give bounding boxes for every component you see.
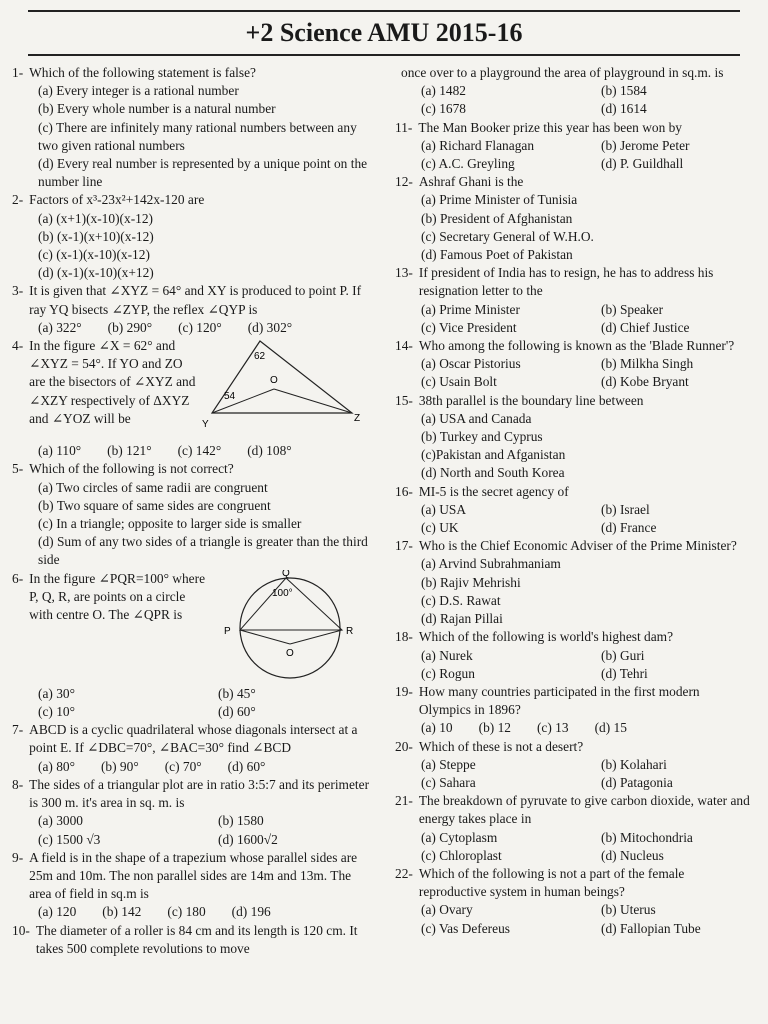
options-row [12, 319, 372, 337]
vertex-z-label: Z [354, 413, 361, 425]
option: (a) Oscar Pistorius [421, 356, 521, 372]
question-number: 4- [12, 338, 24, 354]
option: (d) (x-1)(x-10)(x+12) [38, 265, 154, 281]
options-grid [12, 812, 372, 848]
options-grid [395, 901, 750, 937]
question-block [395, 264, 750, 337]
question-text: In the figure ∠X = 62° and ∠XYZ = 54°. If YO and ZO are the bisectors of ∠XYZ and ∠XZY respectively of ΔXYZ and ∠YOZ will be [29, 338, 196, 426]
option: (c) 70° [164, 758, 202, 774]
option: (a) USA and Canada [421, 410, 532, 426]
question-number: 10- [12, 922, 30, 938]
question-number: 19- [395, 683, 413, 699]
question-stem [395, 792, 750, 828]
question-text: Which of the following statement is false? [29, 65, 256, 80]
option: (b) Kolahari [601, 756, 667, 772]
option: (d) 15 [594, 720, 627, 736]
option: (d) Kobe Bryant [601, 374, 689, 390]
left-column [12, 64, 372, 958]
figure [212, 570, 362, 685]
option: (a) Two circles of same radii are congruent [38, 479, 268, 495]
option: (b) 290° [107, 319, 153, 335]
options-grid [395, 756, 750, 792]
question-number: 6- [12, 570, 24, 586]
figure [202, 337, 362, 442]
option: (a) Cytoplasm [421, 829, 498, 845]
question-block [395, 537, 750, 628]
option: (b) Turkey and Cyprus [421, 429, 543, 445]
option: (a) Richard Flanagan [421, 137, 535, 153]
option: (a) Arvind Subrahmaniam [421, 556, 561, 572]
option: (b) Two square of same sides are congruent [38, 497, 271, 513]
option: (c) A.C. Greyling [421, 156, 515, 172]
question-stem [395, 483, 750, 501]
page-title: +2 Science AMU 2015-16 [245, 18, 523, 47]
question-block [395, 738, 750, 793]
options-grid [395, 137, 750, 173]
question-number: 16- [395, 483, 413, 499]
question-text: If president of India has to resign, he has to address his resignation letter to the [418, 265, 714, 299]
point-p-label: P [224, 625, 231, 637]
question-number: 9- [12, 849, 24, 865]
question-text: The diameter of a roller is 84 cm and its length is 120 cm. It takes 500 complete revolutions to move [35, 922, 358, 956]
option: (c) 13 [536, 720, 569, 736]
options-row [12, 758, 372, 776]
question-block [395, 64, 750, 119]
options-grid [12, 685, 372, 721]
question-text: Factors of x³-23x²+142x-120 are [29, 192, 205, 208]
question-stem [395, 264, 750, 300]
option: (d) Every real number is represented by a unique point on the number line [38, 156, 368, 190]
option: (c) Sahara [421, 774, 476, 790]
option: (b) 1584 [601, 83, 647, 99]
option: (c) Vice President [421, 319, 517, 335]
option: (b) Jerome Peter [601, 137, 690, 153]
option: (c) UK [421, 520, 459, 536]
question-number: 15- [395, 392, 413, 408]
question-text: It is given that ∠XYZ = 64° and XY is produced to point P. If ray YQ bisects ∠ZYP, the reflex ∠QYP is [29, 283, 362, 317]
question-block [395, 337, 750, 392]
point-q-label: Q [282, 569, 290, 579]
question-text: A field is in the shape of a trapezium whose parallel sides are 25m and 10m. The non parallel sides are 14m and 13m. The area of field in sq.m is [29, 849, 358, 902]
option: (a) Every integer is a rational number [38, 83, 239, 99]
option: (b) 45° [218, 685, 256, 701]
question-stem [395, 119, 750, 137]
question-number: 2- [12, 192, 24, 208]
circle-figure [212, 570, 362, 680]
option: (a) 322° [38, 319, 82, 335]
option: (d) Chief Justice [601, 319, 690, 335]
option: (d) North and South Korea [421, 465, 565, 481]
question-text: 38th parallel is the boundary line between [418, 392, 644, 408]
option: (d) 1600√2 [218, 831, 278, 847]
question-number: 11- [395, 119, 413, 135]
option: (d) P. Guildhall [601, 156, 684, 172]
question-text: Which of the following is not correct? [29, 461, 234, 477]
option: (c) (x-1)(x-10)(x-12) [38, 247, 150, 263]
question-text: How many countries participated in the first modern Olympics in 1896? [418, 683, 700, 718]
option: (c) 1678 [421, 101, 466, 117]
option: (b) (x-1)(x+10)(x-12) [38, 228, 154, 244]
option: (d) Sum of any two sides of a triangle is greater than the third side [38, 534, 368, 568]
question-block [12, 776, 372, 849]
question-text: Which of the following is not a part of the female reproductive system in human beings? [418, 865, 685, 900]
question-number: 5- [12, 461, 24, 477]
option: (b) 142 [102, 904, 142, 920]
option: (c) 180 [167, 904, 206, 920]
question-block [12, 721, 372, 776]
question-number: 21- [395, 793, 413, 809]
question-block [12, 849, 372, 922]
question-number: 3- [12, 283, 24, 299]
option: (c) D.S. Rawat [421, 592, 501, 608]
option: (a) Nurek [421, 647, 473, 663]
option: (b) Milkha Singh [601, 356, 694, 372]
option: (b) President of Afghanistan [421, 210, 573, 226]
option: (b) Speaker [601, 301, 664, 317]
question-block [12, 337, 372, 460]
top-rule [28, 10, 740, 12]
question-block [12, 64, 372, 191]
question-block [12, 922, 372, 958]
question-number: 1- [12, 65, 24, 80]
question-text: The breakdown of pyruvate to give carbon dioxide, water and energy takes place in [418, 793, 750, 827]
point-o-label: O [270, 375, 278, 387]
option: (d) 108° [247, 443, 292, 459]
option: (c) 142° [177, 443, 222, 459]
question-block [395, 792, 750, 865]
options-row [395, 719, 750, 737]
option: (a) 80° [38, 758, 75, 774]
vertex-y-label: Y [202, 419, 209, 431]
question-number: 13- [395, 265, 413, 281]
angle-54-label: 54 [224, 391, 236, 403]
question-stem [395, 337, 750, 355]
right-column [395, 64, 750, 938]
vertex-x-label [254, 337, 261, 340]
question-stem [12, 922, 372, 958]
question-block [395, 119, 750, 174]
question-text: Which of these is not a desert? [418, 738, 584, 754]
option: (a) Prime Minister of Tunisia [421, 192, 578, 208]
option: (c) 120° [178, 319, 222, 335]
option: (b) Guri [601, 647, 645, 663]
option: (a) Prime Minister [421, 301, 520, 317]
question-stem [12, 64, 372, 82]
option: (d) 1614 [601, 101, 647, 117]
option: (b) Mitochondria [601, 829, 693, 845]
question-block [395, 628, 750, 683]
question-text: Which of the following is world's highest dam? [418, 629, 674, 645]
question-text: Ashraf Ghani is the [418, 174, 524, 190]
question-stem [12, 282, 372, 318]
option: (d) 302° [247, 319, 293, 335]
question-block [395, 173, 750, 264]
question-text: ABCD is a cyclic quadrilateral whose diagonals intersect at a point E. If ∠DBC=70°, ∠BAC=30° find ∠BCD [29, 722, 358, 756]
option: (a) Ovary [421, 902, 473, 918]
option: (b) 1580 [218, 813, 264, 829]
question-text: Who among the following is known as the 'Blade Runner'? [418, 338, 735, 354]
question-with-figure [12, 570, 372, 685]
option: (d) Tehri [601, 665, 648, 681]
options-row [12, 442, 372, 460]
options-grid [395, 301, 750, 337]
angle-62-label: 62 [254, 351, 266, 363]
question-number: 8- [12, 776, 24, 792]
option: (c) Secretary General of W.H.O. [421, 228, 594, 244]
question-number: 14- [395, 338, 413, 354]
option: (c) Vas Defereus [421, 920, 510, 936]
option: (d) Rajan Pillai [421, 611, 503, 627]
question-stem [395, 683, 750, 719]
option: (a) 110° [38, 443, 82, 459]
question-stem [395, 738, 750, 756]
options-grid [395, 355, 750, 391]
question-stem [395, 173, 750, 191]
option: (d) 60° [227, 758, 266, 774]
question-block [395, 483, 750, 538]
option: (b) 121° [107, 443, 152, 459]
question-number: 22- [395, 865, 413, 881]
option: (c) Chloroplast [421, 847, 502, 863]
question-stem [395, 64, 750, 82]
question-block [12, 191, 372, 282]
title-underline [28, 54, 740, 56]
question-block [12, 282, 372, 337]
options-grid [395, 829, 750, 865]
question-text: The Man Booker prize this year has been won by [418, 119, 683, 135]
question-text: Who is the Chief Economic Adviser of the Prime Minister? [418, 538, 737, 554]
question-with-figure [12, 337, 372, 442]
question-stem [12, 191, 372, 209]
option: (a) Steppe [421, 756, 476, 772]
question-text: MI-5 is the secret agency of [418, 483, 569, 499]
option: (a) (x+1)(x-10)(x-12) [38, 210, 153, 226]
option: (c) In a triangle; opposite to larger side is smaller [38, 516, 302, 532]
option: (a) 120 [38, 904, 77, 920]
question-text: The sides of a triangular plot are in ratio 3:5:7 and its perimeter is 300 m. it's area in sq. m. is [29, 776, 370, 811]
option: (c) 1500 √3 [38, 831, 101, 847]
question-number: 12- [395, 174, 413, 190]
question-text: once over to a playground the area of playground in sq.m. is [401, 65, 724, 80]
options-row [12, 903, 372, 921]
question-block [12, 570, 372, 722]
option: (d) Fallopian Tube [601, 920, 701, 936]
option: (d) France [601, 520, 657, 536]
option: (d) 60° [218, 704, 256, 720]
options-grid [395, 501, 750, 537]
question-stem [12, 460, 372, 478]
question-number: 7- [12, 722, 24, 738]
option: (b) 12 [478, 720, 511, 736]
option: (b) Israel [601, 501, 650, 517]
question-block [395, 392, 750, 483]
option: (a) 1482 [421, 83, 466, 99]
question-stem [12, 337, 202, 428]
question-block [12, 460, 372, 569]
point-r-label: R [346, 625, 354, 637]
question-stem [395, 865, 750, 901]
question-number: 18- [395, 629, 413, 645]
center-o-label: O [286, 647, 294, 659]
option: (b) Rajiv Mehrishi [421, 574, 521, 590]
question-stem [395, 537, 750, 555]
option: (a) USA [421, 501, 466, 517]
question-stem [12, 570, 212, 625]
option: (b) 90° [100, 758, 139, 774]
option: (d) Nucleus [601, 847, 664, 863]
option: (a) 3000 [38, 813, 83, 829]
question-stem [12, 776, 372, 812]
options-grid [395, 82, 750, 118]
option: (c) 10° [38, 704, 75, 720]
option: (a) 30° [38, 685, 75, 701]
angle-100-label: 100° [272, 587, 293, 599]
question-number: 20- [395, 738, 413, 754]
triangle-figure [202, 337, 362, 437]
option: (b) Uterus [601, 902, 656, 918]
option: (c) There are infinitely many rational numbers between any two given rational numbers [38, 119, 357, 153]
option: (c)Pakistan and Afganistan [421, 447, 566, 463]
option: (d) Patagonia [601, 774, 673, 790]
question-stem [12, 849, 372, 904]
options-grid [395, 647, 750, 683]
question-block [395, 865, 750, 938]
option: (d) Famous Poet of Pakistan [421, 247, 573, 263]
question-text: In the figure ∠PQR=100° where P, Q, R, are points on a circle with centre O. The ∠QPR is [29, 570, 206, 623]
option: (c) Usain Bolt [421, 374, 497, 390]
option: (a) 10 [421, 720, 453, 736]
option: (b) Every whole number is a natural number [38, 101, 276, 117]
option: (d) 196 [231, 904, 271, 920]
question-number: 17- [395, 538, 413, 554]
option: (c) Rogun [421, 665, 475, 681]
question-stem [395, 628, 750, 646]
question-block [395, 683, 750, 738]
question-stem [395, 392, 750, 410]
question-stem [12, 721, 372, 757]
